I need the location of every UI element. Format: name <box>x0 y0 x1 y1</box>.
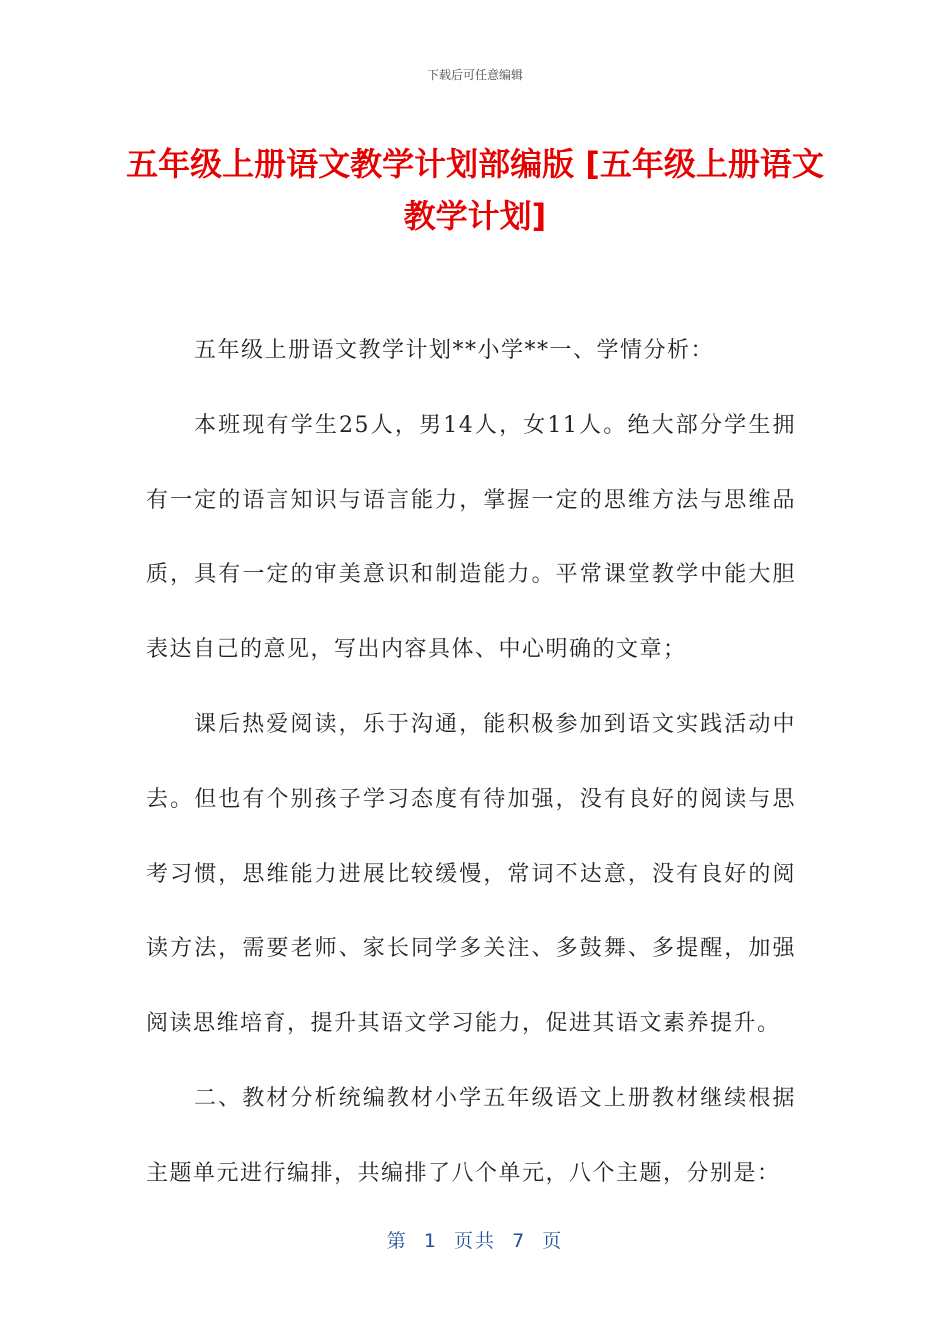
paragraph-class-situation: 本班现有学生25人，男14人，女11人。绝大部分学生拥有一定的语言知识与语言能力，掌握一定的思维方法与思维品质，具有一定的审美意识和制造能力。平常课堂教学中能大胆表达自己的意见，写出内容具体、中心明确的文章； <box>146 412 796 663</box>
paragraph-reading-habits: 课后热爱阅读，乐于沟通，能积极参加到语文实践活动中去。但也有个别孩子学习态度有待加强，没有良好的阅读与思考习惯，思维能力进展比较缓慢，常词不达意，没有良好的阅读方法，需要老师、家长同学多关注、多鼓舞、多提醒，加强阅读思维培育，提升其语文学习能力，促进其语文素养提升。 <box>146 711 796 1037</box>
paragraph-textbook-analysis: 二、教材分析统编教材小学五年级语文上册教材继续根据主题单元进行编排，共编排了八个单元，八个主题，分别是： <box>146 1085 796 1186</box>
page-number-footer: 第 1 页共 7 页 <box>386 1230 564 1252</box>
document-title: 五年级上册语文教学计划部编版 [五年级上册语文教学计划] <box>126 145 824 235</box>
document-body <box>146 314 796 1212</box>
paragraph-intro: 五年级上册语文教学计划**小学**一、学情分析： <box>194 338 715 363</box>
header-note: 下载后可任意编辑 <box>426 68 523 82</box>
